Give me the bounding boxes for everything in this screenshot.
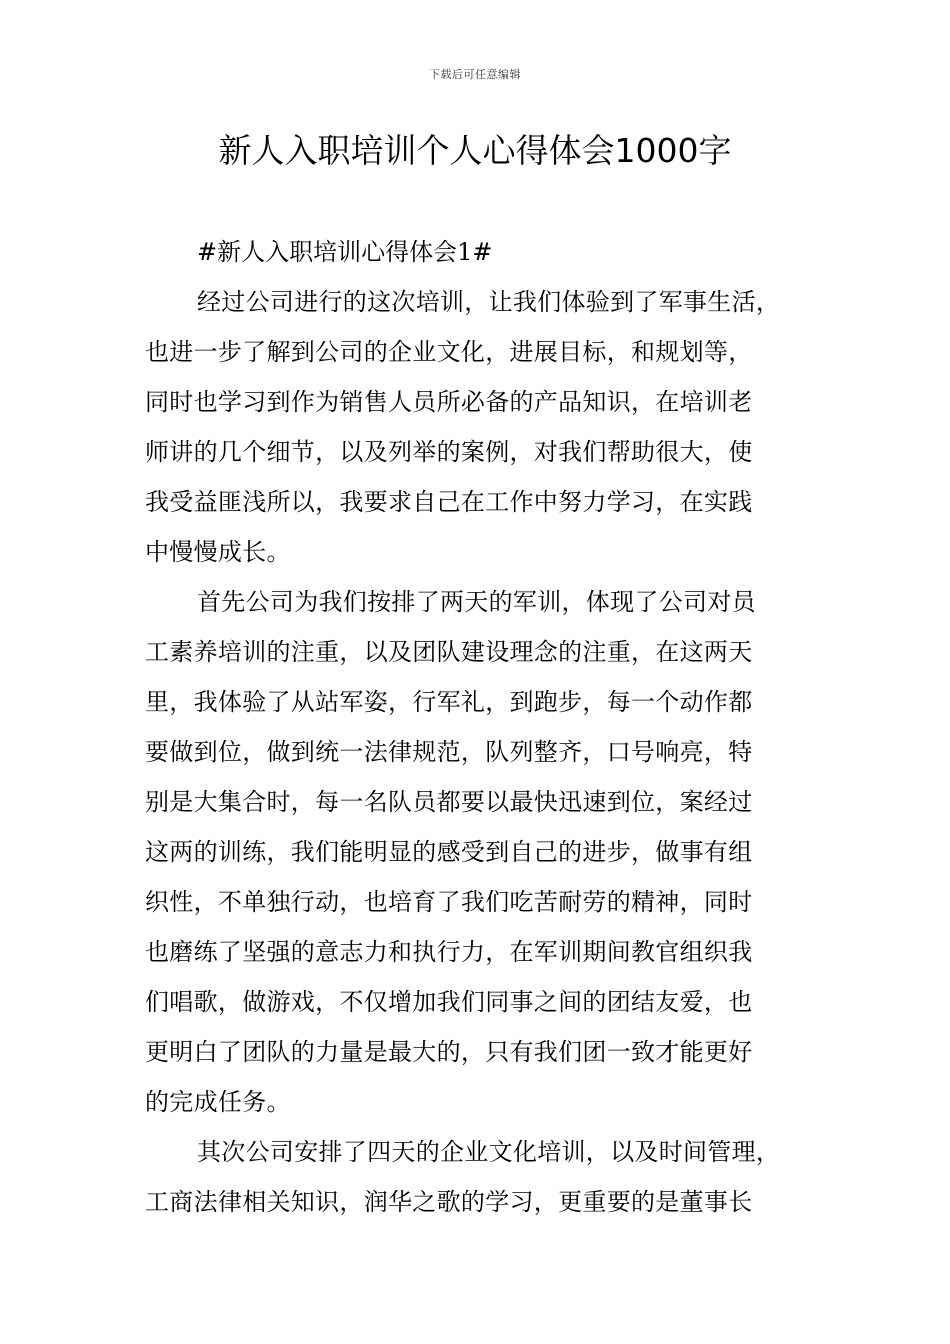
- text-line: 织性，不单独行动，也培育了我们吃苦耐劳的精神，同时: [145, 888, 753, 916]
- text-line: 我受益匪浅所以，我要求自己在工作中努力学习，在实践: [145, 488, 753, 516]
- paragraph-2: [145, 577, 825, 1127]
- document-body: [145, 227, 825, 1227]
- paragraph-3: [145, 1127, 825, 1227]
- text-line: 同时也学习到作为销售人员所必备的产品知识，在培训老: [145, 388, 753, 416]
- text-line: 这两的训练，我们能明显的感受到自己的进步，做事有组: [145, 838, 753, 866]
- text-line: 的完成任务。: [145, 1088, 291, 1116]
- text-line: 首先公司为我们按排了两天的军训，体现了公司对员: [197, 588, 756, 616]
- document-title: 新人入职培训个人心得体会1000字: [218, 131, 732, 170]
- text-line: 里，我体验了从站军姿，行军礼，到跑步，每一个动作都: [145, 688, 753, 716]
- text-line: 更明白了团队的力量是最大的，只有我们团一致才能更好: [145, 1038, 753, 1066]
- text-line: 也进一步了解到公司的企业文化，进展目标，和规划等，: [145, 338, 753, 366]
- text-line: 其次公司安排了四天的企业文化培训，以及时间管理，: [197, 1138, 781, 1166]
- section-subtitle: #新人入职培训心得体会1#: [197, 238, 493, 266]
- text-line: 师讲的几个细节，以及列举的案例，对我们帮助很大，使: [145, 438, 753, 466]
- text-line: 要做到位，做到统一法律规范，队列整齐，口号响亮，特: [145, 738, 753, 766]
- text-line: 中慢慢成长。: [145, 538, 291, 566]
- text-line: 工商法律相关知识，润华之歌的学习，更重要的是董事长: [145, 1188, 753, 1216]
- paragraph-1: [145, 277, 825, 577]
- header-note: 下载后可任意编辑: [429, 68, 521, 81]
- text-line: 别是大集合时，每一名队员都要以最快迅速到位，案经过: [145, 788, 753, 816]
- text-line: 工素养培训的注重，以及团队建设理念的注重，在这两天: [145, 638, 753, 666]
- text-line: 们唱歌，做游戏，不仅增加我们同事之间的团结友爱，也: [145, 988, 753, 1016]
- text-line: 也磨练了坚强的意志力和执行力，在军训期间教官组织我: [145, 938, 753, 966]
- text-line: 经过公司进行的这次培训，让我们体验到了军事生活，: [197, 288, 781, 316]
